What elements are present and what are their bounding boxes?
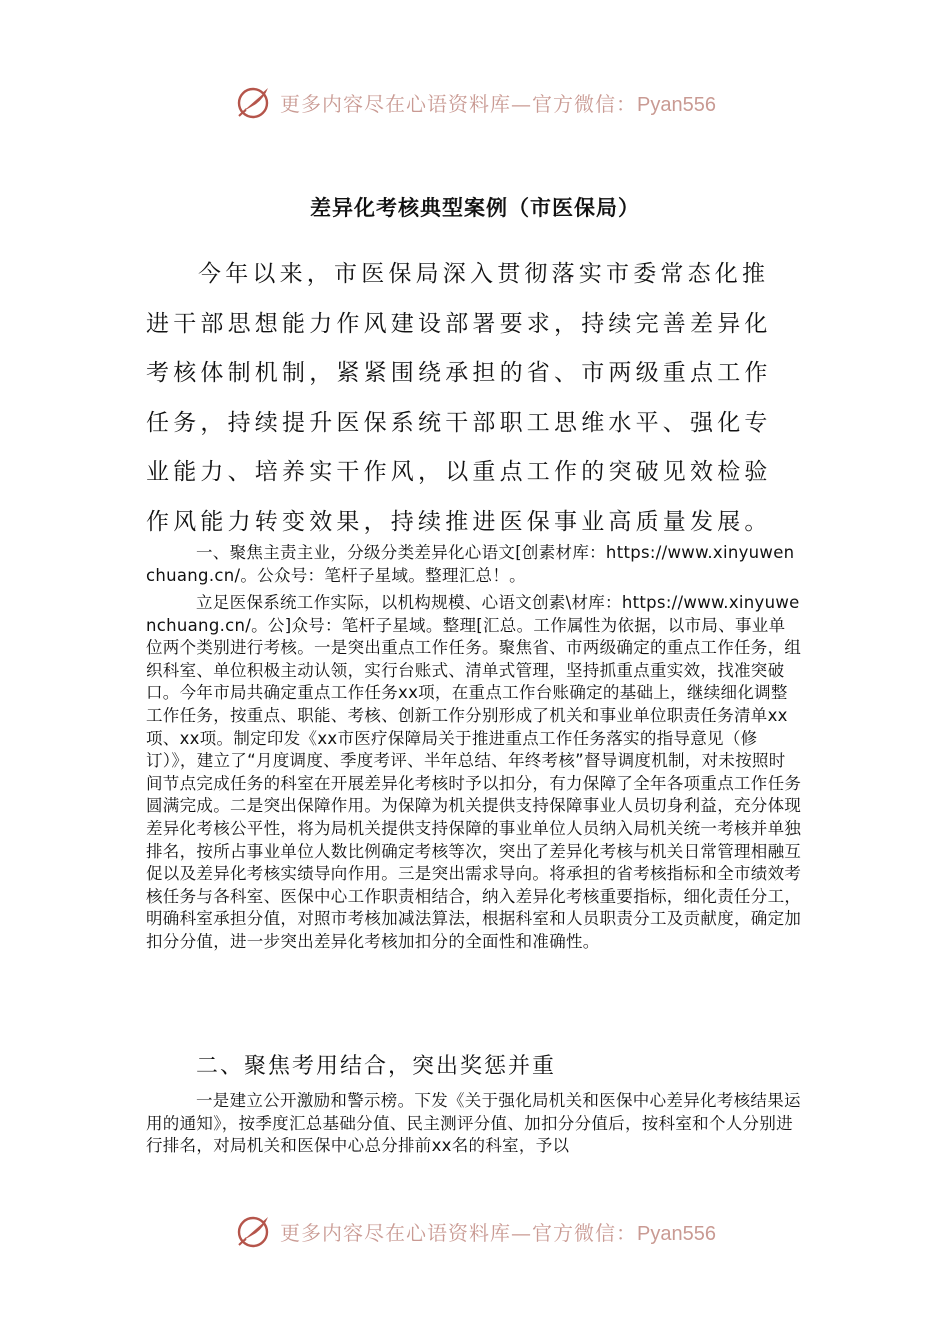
footer-banner[interactable]	[0, 1211, 950, 1251]
quill-pen-icon	[234, 82, 274, 122]
wechat-id: Pyan556	[637, 93, 716, 116]
intro-paragraph: 今年以来，市医保局深入贯彻落实市委常态化推进干部思想能力作风建设部署要求，持续完善差异化考核体制机制，紧紧围绕承担的省、市两级重点工作任务，持续提升医保系统干部职工思维水平、强化专业能力、培养实干作风，以重点工作的突破见效检验作风能力转变效果，持续推进医保事业高质量发展。	[146, 261, 772, 535]
section2-heading: 二、聚焦考用结合，突出奖惩并重	[196, 1054, 557, 1079]
header-banner-text: 更多内容尽在心语资料库—官方微信：Pyan556	[280, 91, 716, 116]
quill-pen-icon	[234, 1211, 274, 1251]
section1-heading-paragraph: 一、聚焦主责主业，分级分类差异化心语文[创素材库：https://www.xinyuwenchuang.cn/。公众号：笔杆子星域。整理汇总！。	[146, 543, 795, 585]
footer-banner-text: 更多内容尽在心语资料库—官方微信：Pyan556	[280, 1220, 716, 1245]
header-banner[interactable]	[0, 82, 950, 122]
wechat-id: Pyan556	[637, 1222, 716, 1245]
section1-body-paragraph: 立足医保系统工作实际，以机构规模、心语文创素\材库：https://www.xinyuwenchuang.cn/。公]众号：笔杆子星域。整理[汇总。工作属性为依据，以市局、事业单位两个类别进行考核。一是突出重点工作任务。聚焦省、市两级确定的重点工作任务，组织科室、单位积极主动认领，实行台账式、清单式管理，坚持抓重点重实效，找准突破口。今年市局共确定重点工作任务xx项，在重点工作台账确定的基础上，继续细化调整工作任务，按重点、职能、考核、创新工作分别形成了机关和事业单位职责任务清单xx项、xx项。制定印发《xx市医疗保障局关于推进重点工作任务落实的指导意见（修订）》，建立了“月度调度、季度考评、半年总结、年终考核”督导调度机制，对未按照时间节点完成任务的科室在开展差异化考核时予以扣分，有力保障了全年各项重点工作任务圆满完成。二是突出保障作用。为保障为机关提供支持保障事业人员切身利益，充分体现差异化考核公平性，将为局机关提供支持保障的事业单位人员纳入局机关统一考核并单独排名，按所占事业单位人数比例确定考核等次，突出了差异化考核与机关日常管理相融互促以及差异化考核实绩导向作用。三是突出需求导向。将承担的省考核指标和全市绩效考核任务与各科室、医保中心工作职责相结合，纳入差异化考核重要指标，细化责任分工，明确科室承担分值，对照市考核加减法算法，根据科室和人员职责分工及贡献度，确定加扣分分值，进一步突出差异化考核加扣分的全面性和准确性。	[146, 593, 802, 951]
document-title: 差异化考核典型案例（市医保局）	[310, 196, 640, 221]
section2-body-paragraph: 一是建立公开激励和警示榜。下发《关于强化局机关和医保中心差异化考核结果运用的通知》，按季度汇总基础分值、民主测评分值、加扣分分值后，按科室和个人分别进行排名，对局机关和医保中心总分排前xx名的科室，予以	[146, 1091, 801, 1156]
